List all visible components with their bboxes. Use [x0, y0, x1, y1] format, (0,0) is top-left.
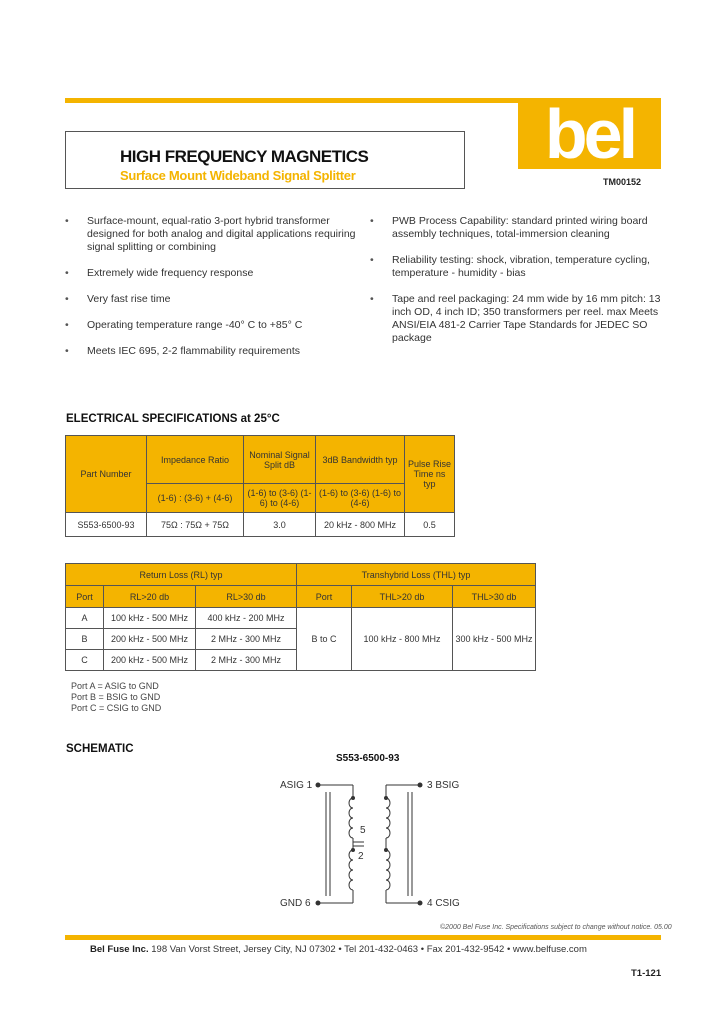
- feature-item: • PWB Process Capability: standard printed wiring board assembly techniques, total-immersion cleaning: [370, 215, 677, 241]
- cell-impedance: 75Ω : 75Ω + 75Ω: [147, 513, 244, 537]
- polarity-dot: [384, 796, 388, 800]
- pin-dot: [316, 901, 321, 906]
- cell-rise: 0.5: [405, 513, 455, 537]
- col-rl30: RL>30 db: [196, 586, 297, 608]
- col-impedance-sub: (1-6) : (3-6) + (4-6): [147, 484, 244, 513]
- port-note: Port B = BSIG to GND: [71, 692, 161, 702]
- polarity-dot: [351, 796, 355, 800]
- feature-item: • Very fast rise time: [65, 293, 365, 306]
- label-tap2: 2: [358, 851, 364, 862]
- label-gnd: GND 6: [280, 898, 311, 909]
- coil-left-top: [349, 798, 353, 838]
- col-return-loss: Return Loss (RL) typ: [66, 564, 297, 586]
- feature-item: • Extremely wide frequency response: [65, 267, 365, 280]
- feature-item: • Meets IEC 695, 2-2 flammability requirements: [65, 345, 365, 358]
- cell-bandwidth: 20 kHz - 800 MHz: [316, 513, 405, 537]
- feature-item: • Reliability testing: shock, vibration, temperature cycling, temperature - humidity - bias: [370, 254, 677, 280]
- col-port2: Port: [297, 586, 352, 608]
- page-title: HIGH FREQUENCY MAGNETICS: [120, 147, 369, 166]
- label-bsig: 3 BSIG: [427, 780, 460, 791]
- company-address: 198 Van Vorst Street, Jersey City, NJ 07302 • Tel 201-432-0463 • Fax 201-432-9542 • www.belfuse.com: [148, 944, 587, 955]
- pin-dot: [316, 783, 321, 788]
- col-bandwidth: 3dB Bandwidth typ: [316, 436, 405, 484]
- col-rl20: RL>20 db: [104, 586, 196, 608]
- footer-contact: [90, 944, 587, 955]
- col-nominal-split: Nominal Signal Split dB: [244, 436, 316, 484]
- label-asig: ASIG 1: [280, 780, 313, 791]
- coil-left-bottom: [349, 850, 353, 890]
- table-row: [66, 513, 455, 537]
- copyright: ©2000 Bel Fuse Inc. Specifications subject to change without notice. 05.00: [440, 924, 672, 931]
- features-left: [65, 215, 365, 358]
- cell-port: C: [66, 650, 104, 671]
- col-pulse-rise: Pulse Rise Time ns typ: [405, 436, 455, 513]
- polarity-dot: [384, 848, 388, 852]
- coil-right-bottom: [386, 850, 390, 890]
- features-right: [370, 215, 670, 345]
- cell-thl20: 100 kHz - 800 MHz: [352, 608, 453, 671]
- col-part-number: Part Number: [66, 436, 147, 513]
- company-name: Bel Fuse Inc.: [90, 944, 149, 955]
- port-notes: [71, 681, 161, 714]
- cell-rl20: 200 kHz - 500 MHz: [104, 650, 196, 671]
- label-csig: 4 CSIG: [427, 898, 460, 909]
- col-impedance: Impedance Ratio: [147, 436, 244, 484]
- doc-number: TM00152: [603, 177, 642, 187]
- schematic-part: S553-6500-93: [336, 753, 400, 764]
- cell-rl30: 2 MHz - 300 MHz: [196, 650, 297, 671]
- table-row: [66, 608, 536, 629]
- port-note: Port C = CSIG to GND: [71, 703, 162, 713]
- cell-thl30: 300 kHz - 500 MHz: [453, 608, 536, 671]
- page-number: T1-121: [631, 968, 662, 979]
- cell-port: A: [66, 608, 104, 629]
- col-thl20: THL>20 db: [352, 586, 453, 608]
- polarity-dot: [351, 848, 355, 852]
- elec-specs-title: ELECTRICAL SPECIFICATIONS at 25°C: [66, 413, 280, 425]
- col-bandwidth-sub: (1-6) to (3-6) (1-6) to (4-6): [316, 484, 405, 513]
- feature-item: • Operating temperature range -40° C to +85° C: [65, 319, 365, 332]
- port-note: Port A = ASIG to GND: [71, 681, 159, 691]
- cell-split: 3.0: [244, 513, 316, 537]
- schematic-title: SCHEMATIC: [66, 743, 134, 755]
- cell-part: S553-6500-93: [66, 513, 147, 537]
- pin-dot: [418, 783, 423, 788]
- pin-dot: [418, 901, 423, 906]
- col-port: Port: [66, 586, 104, 608]
- cell-port: B: [66, 629, 104, 650]
- cell-rl30: 400 kHz - 200 MHz: [196, 608, 297, 629]
- cell-rl30: 2 MHz - 300 MHz: [196, 629, 297, 650]
- cell-thl-port: B to C: [297, 608, 352, 671]
- col-transhybrid-loss: Transhybrid Loss (THL) typ: [297, 564, 536, 586]
- elec-specs-table: [65, 435, 455, 537]
- feature-item: • Tape and reel packaging: 24 mm wide by 16 mm pitch: 13 inch OD, 4 inch ID; 350 transformers per reel. max Meets ANSI/EIA 481-2 Carrier Tape Standards for JEDEC SO package: [370, 293, 662, 345]
- logo-text: bel: [544, 95, 635, 173]
- coil-right-top: [386, 798, 390, 838]
- bottom-accent-bar: [65, 935, 661, 940]
- feature-item: • Surface-mount, equal-ratio 3-port hybrid transformer designed for both analog and digital applications requiring signal splitting or combining: [65, 215, 365, 254]
- cell-rl20: 200 kHz - 500 MHz: [104, 629, 196, 650]
- loss-table: [65, 563, 536, 671]
- col-thl30: THL>30 db: [453, 586, 536, 608]
- cell-rl20: 100 kHz - 500 MHz: [104, 608, 196, 629]
- label-tap5: 5: [360, 825, 366, 836]
- page-subtitle: Surface Mount Wideband Signal Splitter: [120, 168, 356, 183]
- col-nominal-sub: (1-6) to (3-6) (1-6) to (4-6): [244, 484, 316, 513]
